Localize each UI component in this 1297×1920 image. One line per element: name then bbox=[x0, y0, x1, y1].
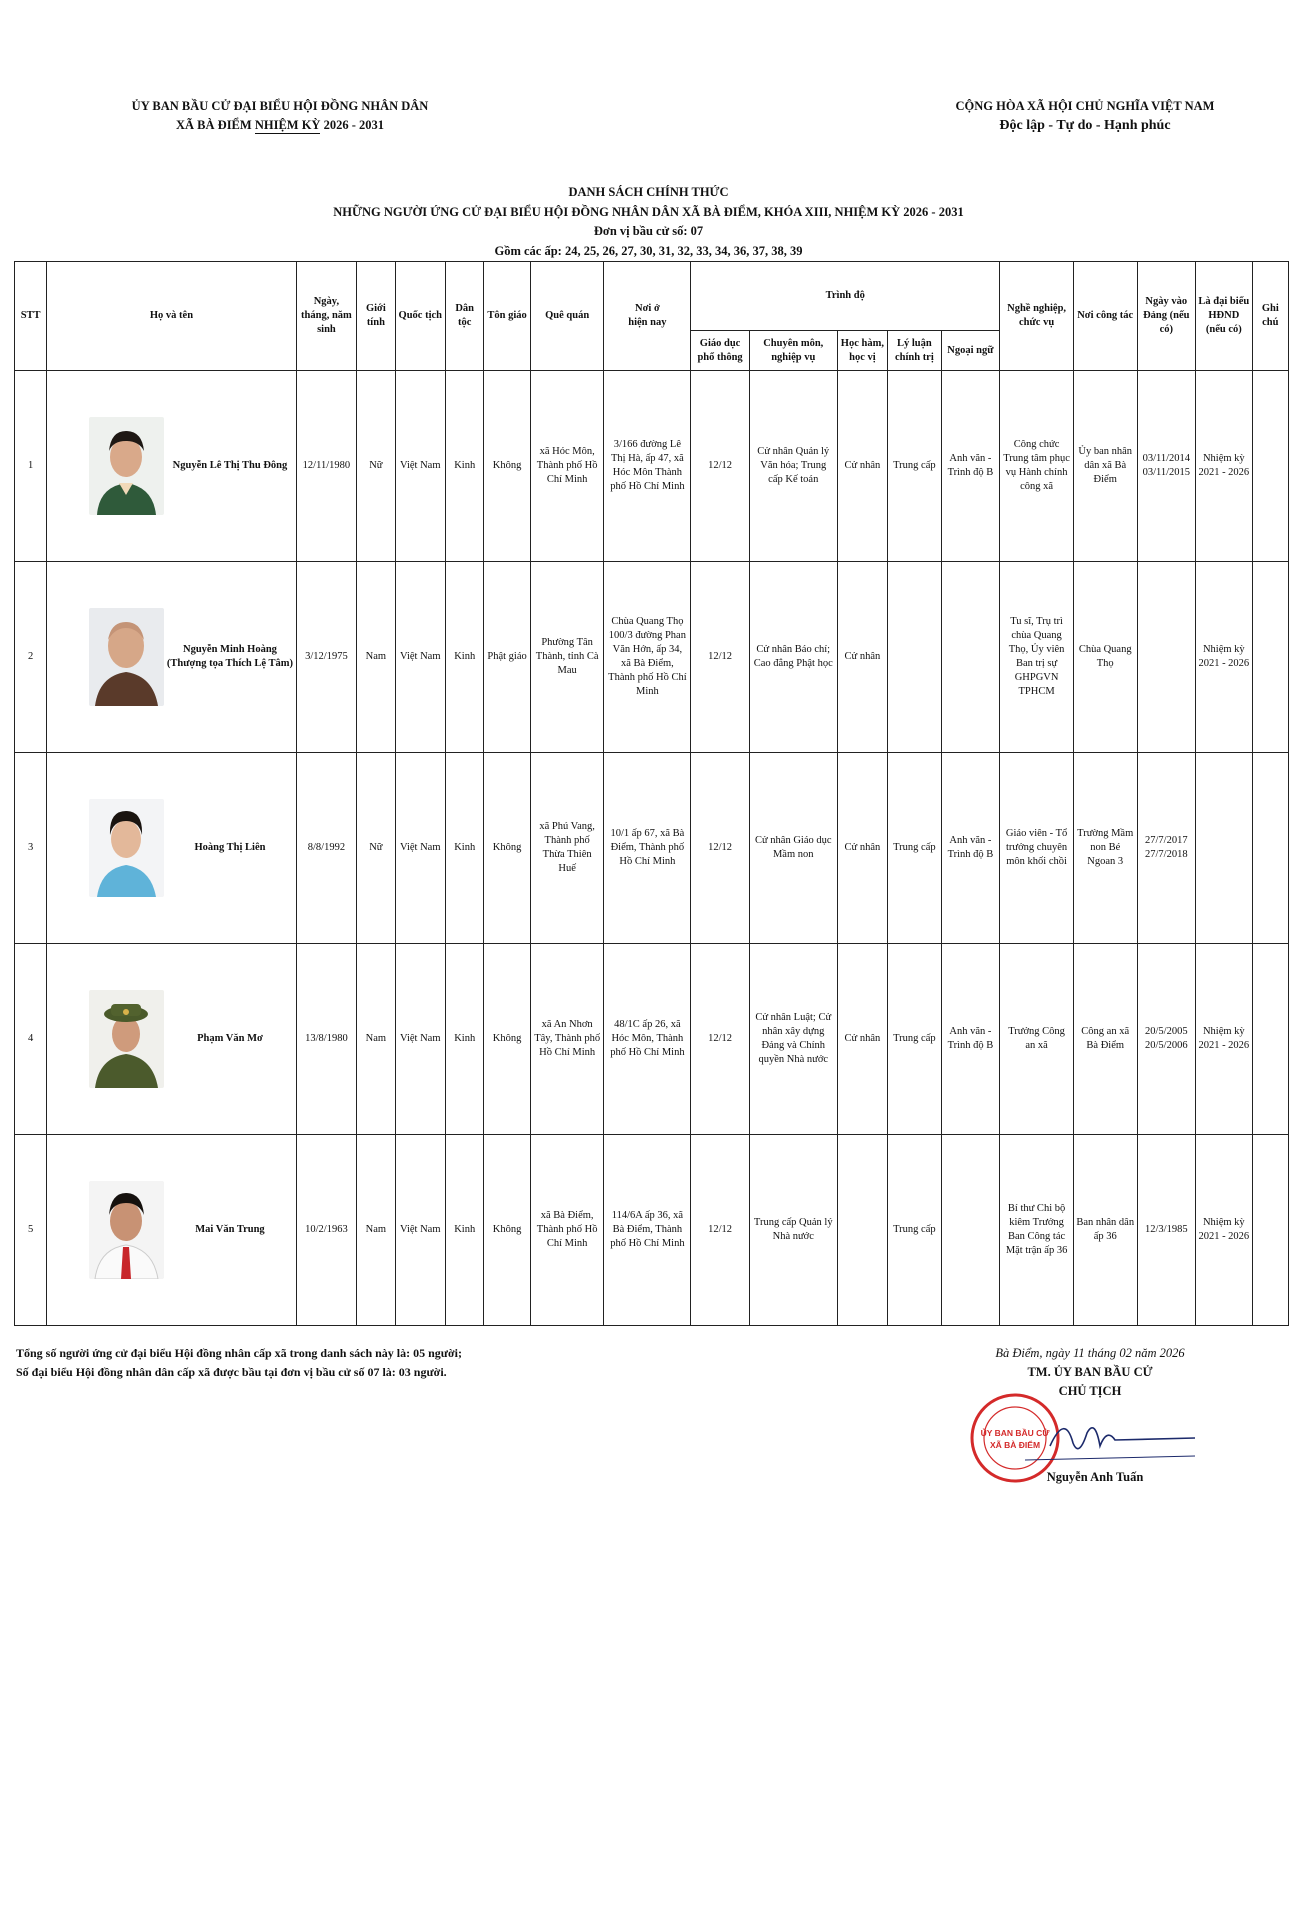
col-dob: Ngày, tháng, năm sinh bbox=[296, 262, 357, 371]
cell-stt: 5 bbox=[15, 1135, 47, 1326]
cell-language: Anh văn - Trình độ B bbox=[941, 371, 1000, 562]
cell-note bbox=[1252, 753, 1288, 944]
cell-stt: 3 bbox=[15, 753, 47, 944]
cell-gender: Nam bbox=[357, 1135, 395, 1326]
cell-ethnic: Kinh bbox=[446, 562, 484, 753]
cell-name bbox=[47, 1135, 296, 1326]
col-language: Ngoại ngữ bbox=[941, 331, 1000, 371]
cell-job: Giáo viên - Tổ trưởng chuyên môn khối chồi bbox=[1000, 753, 1074, 944]
cell-workplace: Chùa Quang Thọ bbox=[1073, 562, 1137, 753]
candidate-photo bbox=[89, 990, 164, 1088]
col-hometown: Quê quán bbox=[530, 262, 604, 371]
cell-stt: 2 bbox=[15, 562, 47, 753]
cell-major: Cử nhân Giáo dục Mầm non bbox=[749, 753, 837, 944]
cell-hometown: xã Phú Vang, Thành phố Thừa Thiên Huế bbox=[530, 753, 604, 944]
candidate-name: Hoàng Thị Liên bbox=[194, 842, 266, 853]
col-ethnic: Dân tộc bbox=[446, 262, 484, 371]
cell-nationality: Việt Nam bbox=[395, 1135, 445, 1326]
cell-nationality: Việt Nam bbox=[395, 944, 445, 1135]
table-row bbox=[15, 753, 1289, 944]
cell-residence: Chùa Quang Thọ 100/3 đường Phan Văn Hớn, ấp 34, xã Bà Điểm, Thành phố Hồ Chí Minh bbox=[604, 562, 691, 753]
col-residence-a: Nơi ở bbox=[635, 303, 660, 314]
cell-dob: 3/12/1975 bbox=[296, 562, 357, 753]
cell-note bbox=[1252, 562, 1288, 753]
cell-job: Tu sĩ, Trụ trì chùa Quang Thọ, Ủy viên Ban trị sự GHPGVN TPHCM bbox=[1000, 562, 1074, 753]
cell-nationality: Việt Nam bbox=[395, 562, 445, 753]
cell-gender: Nam bbox=[357, 562, 395, 753]
cell-residence: 114/6A ấp 36, xã Bà Điểm, Thành phố Hồ Chí Minh bbox=[604, 1135, 691, 1326]
col-general: Giáo dục phổ thông bbox=[691, 331, 750, 371]
table-row bbox=[15, 562, 1289, 753]
cell-religion: Không bbox=[484, 944, 530, 1135]
candidate-table bbox=[14, 261, 1289, 1326]
cell-general: 12/12 bbox=[691, 753, 750, 944]
col-politics: Lý luận chính trị bbox=[888, 331, 942, 371]
cell-hometown: xã Bà Điểm, Thành phố Hồ Chí Minh bbox=[530, 1135, 604, 1326]
cell-nationality: Việt Nam bbox=[395, 371, 445, 562]
cell-workplace: Ban nhân dân ấp 36 bbox=[1073, 1135, 1137, 1326]
svg-text:XÃ BÀ ĐIỂM: XÃ BÀ ĐIỂM bbox=[989, 1440, 1041, 1450]
table-row bbox=[15, 371, 1289, 562]
issuer-line2-underlined: NHIỆM KỲ bbox=[254, 118, 321, 132]
cell-degree: Cử nhân bbox=[837, 562, 887, 753]
col-gender: Giới tính bbox=[357, 262, 395, 371]
cell-religion: Không bbox=[484, 371, 530, 562]
cell-major: Cử nhân Luật; Cử nhân xây dựng Đảng và Chính quyền Nhà nước bbox=[749, 944, 837, 1135]
col-degree: Học hàm, học vị bbox=[837, 331, 887, 371]
cell-politics: Trung cấp bbox=[888, 753, 942, 944]
cell-residence: 3/166 đường Lê Thị Hà, ấp 47, xã Hóc Môn Thành phố Hồ Chí Minh bbox=[604, 371, 691, 562]
cell-job: Bí thư Chi bộ kiêm Trưởng Ban Công tác Mặt trận ấp 36 bbox=[1000, 1135, 1074, 1326]
cell-degree: Cử nhân bbox=[837, 753, 887, 944]
cell-general: 12/12 bbox=[691, 1135, 750, 1326]
cell-hometown: xã An Nhơn Tây, Thành phố Hồ Chí Minh bbox=[530, 944, 604, 1135]
cell-name bbox=[47, 562, 296, 753]
col-stt: STT bbox=[15, 262, 47, 371]
cell-name bbox=[47, 944, 296, 1135]
national-title: CỘNG HÒA XÃ HỘI CHỦ NGHĨA VIỆT NAM bbox=[955, 99, 1215, 113]
cell-job: Công chức Trung tâm phục vụ Hành chính công xã bbox=[1000, 371, 1074, 562]
cell-party-date: 27/7/2017 27/7/2018 bbox=[1137, 753, 1196, 944]
col-party-date: Ngày vào Đảng (nếu có) bbox=[1137, 262, 1196, 371]
cell-dob: 13/8/1980 bbox=[296, 944, 357, 1135]
cell-job: Trưởng Công an xã bbox=[1000, 944, 1074, 1135]
cell-note bbox=[1252, 944, 1288, 1135]
cell-party-date: 03/11/2014 03/11/2015 bbox=[1137, 371, 1196, 562]
cell-gender: Nữ bbox=[357, 753, 395, 944]
cell-note bbox=[1252, 1135, 1288, 1326]
candidate-photo bbox=[89, 799, 164, 897]
cell-hdnd: Nhiệm kỳ 2021 - 2026 bbox=[1196, 371, 1253, 562]
col-nationality: Quốc tịch bbox=[395, 262, 445, 371]
cell-workplace: Công an xã Bà Điểm bbox=[1073, 944, 1137, 1135]
cell-politics: Trung cấp bbox=[888, 371, 942, 562]
issuer-header bbox=[100, 97, 460, 135]
cell-name bbox=[47, 371, 296, 562]
cell-gender: Nữ bbox=[357, 371, 395, 562]
cell-language: Anh văn - Trình độ B bbox=[941, 944, 1000, 1135]
cell-language: Anh văn - Trình độ B bbox=[941, 753, 1000, 944]
col-religion: Tôn giáo bbox=[484, 262, 530, 371]
cell-gender: Nam bbox=[357, 944, 395, 1135]
cell-dob: 12/11/1980 bbox=[296, 371, 357, 562]
cell-dob: 8/8/1992 bbox=[296, 753, 357, 944]
table-row bbox=[15, 1135, 1289, 1326]
col-name: Họ và tên bbox=[47, 262, 296, 371]
cell-general: 12/12 bbox=[691, 371, 750, 562]
summary-total: Tổng số người ứng cử đại biểu Hội đồng nhân cấp xã trong danh sách này là: 05 người; bbox=[16, 1346, 462, 1360]
col-job: Nghề nghiệp, chức vụ bbox=[1000, 262, 1074, 371]
cell-hdnd: Nhiệm kỳ 2021 - 2026 bbox=[1196, 1135, 1253, 1326]
title-line4: Gồm các ấp: 24, 25, 26, 27, 30, 31, 32, 33, 34, 36, 37, 38, 39 bbox=[494, 243, 803, 258]
issuer-line1: ỦY BAN BẦU CỬ ĐẠI BIỂU HỘI ĐỒNG NHÂN DÂN bbox=[131, 99, 429, 113]
candidate-photo bbox=[89, 608, 164, 706]
cell-religion: Không bbox=[484, 1135, 530, 1326]
cell-party-date bbox=[1137, 562, 1196, 753]
sign-date: Bà Điểm, ngày 11 tháng 02 năm 2026 bbox=[995, 1346, 1185, 1360]
sign-org: TM. ỦY BAN BẦU CỬ bbox=[1027, 1365, 1153, 1379]
cell-workplace: Trường Mầm non Bé Ngoan 3 bbox=[1073, 753, 1137, 944]
col-hdnd: Là đại biểu HĐND (nếu có) bbox=[1196, 262, 1253, 371]
title-line3: Đơn vị bầu cử số: 07 bbox=[593, 224, 704, 238]
cell-stt: 4 bbox=[15, 944, 47, 1135]
candidate-photo bbox=[89, 1181, 164, 1279]
summary-block bbox=[16, 1344, 462, 1382]
summary-elected: Số đại biểu Hội đồng nhân dân cấp xã được bầu tại đơn vị bầu cử số 07 là: 03 người. bbox=[16, 1365, 447, 1379]
cell-general: 12/12 bbox=[691, 944, 750, 1135]
cell-name bbox=[47, 753, 296, 944]
cell-party-date: 12/3/1985 bbox=[1137, 1135, 1196, 1326]
cell-language bbox=[941, 1135, 1000, 1326]
title-line1: DANH SÁCH CHÍNH THỨC bbox=[568, 185, 729, 199]
issuer-line2 bbox=[100, 116, 460, 135]
cell-note bbox=[1252, 371, 1288, 562]
cell-hometown: Phường Tân Thành, tỉnh Cà Mau bbox=[530, 562, 604, 753]
cell-nationality: Việt Nam bbox=[395, 753, 445, 944]
cell-ethnic: Kinh bbox=[446, 371, 484, 562]
col-education: Trình độ bbox=[691, 262, 1000, 331]
issuer-line2-pre: XÃ BÀ ĐIỂM bbox=[176, 118, 255, 132]
col-note: Ghi chú bbox=[1252, 262, 1288, 371]
cell-degree: Cử nhân bbox=[837, 371, 887, 562]
cell-ethnic: Kinh bbox=[446, 753, 484, 944]
national-motto: Độc lập - Tự do - Hạnh phúc bbox=[999, 118, 1171, 133]
cell-party-date: 20/5/2005 20/5/2006 bbox=[1137, 944, 1196, 1135]
cell-residence: 10/1 ấp 67, xã Bà Điểm, Thành phố Hồ Chí Minh bbox=[604, 753, 691, 944]
cell-degree bbox=[837, 1135, 887, 1326]
cell-hometown: xã Hóc Môn, Thành phố Hồ Chí Minh bbox=[530, 371, 604, 562]
cell-residence: 48/1C ấp 26, xã Hóc Môn, Thành phố Hồ Chí Minh bbox=[604, 944, 691, 1135]
svg-text:ỦY BAN BẦU CỬ: ỦY BAN BẦU CỬ bbox=[980, 1428, 1050, 1438]
col-major: Chuyên môn, nghiệp vụ bbox=[749, 331, 837, 371]
cell-dob: 10/2/1963 bbox=[296, 1135, 357, 1326]
signer-name: Nguyễn Anh Tuấn bbox=[1046, 1470, 1144, 1484]
cell-degree: Cử nhân bbox=[837, 944, 887, 1135]
candidate-name: Mai Văn Trung bbox=[195, 1224, 265, 1235]
cell-hdnd bbox=[1196, 753, 1253, 944]
cell-religion: Không bbox=[484, 753, 530, 944]
cell-stt: 1 bbox=[15, 371, 47, 562]
document-title bbox=[0, 183, 1297, 261]
col-workplace: Nơi công tác bbox=[1073, 262, 1137, 371]
candidate-photo bbox=[89, 417, 164, 515]
cell-politics: Trung cấp bbox=[888, 944, 942, 1135]
candidate-name: Nguyễn Minh Hoàng (Thượng tọa Thích Lệ Tâm) bbox=[166, 644, 293, 669]
cell-hdnd: Nhiệm kỳ 2021 - 2026 bbox=[1196, 562, 1253, 753]
cell-major: Cử nhân Quản lý Văn hóa; Trung cấp Kế toán bbox=[749, 371, 837, 562]
sign-position: CHỦ TỊCH bbox=[1058, 1384, 1122, 1398]
col-residence-b: hiện nay bbox=[628, 317, 667, 328]
cell-politics bbox=[888, 562, 942, 753]
cell-hdnd: Nhiệm kỳ 2021 - 2026 bbox=[1196, 944, 1253, 1135]
cell-religion: Phật giáo bbox=[484, 562, 530, 753]
issuer-line2-post: 2026 - 2031 bbox=[320, 118, 384, 132]
cell-workplace: Ủy ban nhân dân xã Bà Điểm bbox=[1073, 371, 1137, 562]
candidate-name: Nguyễn Lê Thị Thu Đông bbox=[172, 460, 288, 471]
cell-major: Trung cấp Quản lý Nhà nước bbox=[749, 1135, 837, 1326]
title-line2: NHỮNG NGƯỜI ỨNG CỬ ĐẠI BIỂU HỘI ĐỒNG NHÂN DÂN XÃ BÀ ĐIỂM, KHÓA XIII, NHIỆM KỲ 2026 - 2031 bbox=[333, 204, 964, 219]
candidate-name: Phạm Văn Mơ bbox=[197, 1033, 263, 1044]
col-residence bbox=[604, 262, 691, 371]
cell-ethnic: Kinh bbox=[446, 1135, 484, 1326]
cell-ethnic: Kinh bbox=[446, 944, 484, 1135]
cell-politics: Trung cấp bbox=[888, 1135, 942, 1326]
cell-language bbox=[941, 562, 1000, 753]
table-row bbox=[15, 944, 1289, 1135]
national-header bbox=[900, 97, 1270, 135]
cell-major: Cử nhân Báo chí; Cao đẳng Phật học bbox=[749, 562, 837, 753]
cell-general: 12/12 bbox=[691, 562, 750, 753]
